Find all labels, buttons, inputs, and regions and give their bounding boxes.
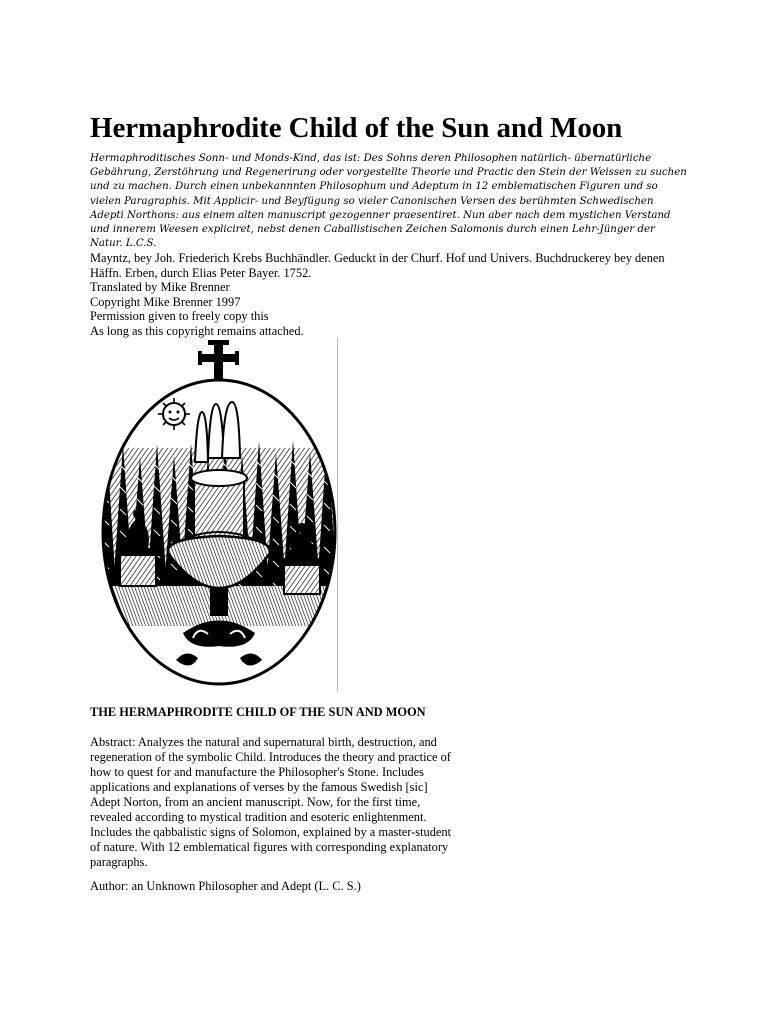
translator-line: Translated by Mike Brenner <box>90 280 230 295</box>
abstract-paragraph: Abstract: Analyzes the natural and supernatural birth, destruction, and regeneration of the symbolic Child. Introduces the theory and practice of how to quest for and manufacture the Philosopher's Stone. Includes applications and explanations of verses by the famous Swedish [sic] Adept Norton, from an ancient manuscript. Now, for the first time, revealed according to mystical tradition and esoteric enlightenment. Includes the qabbalistic signs of Solomon, explained by a master-student of nature. With 12 emblematical figures with corresponding explanatory paragraphs. <box>90 735 452 869</box>
image-border-line <box>337 338 338 692</box>
publication-info <box>90 251 690 339</box>
alchemical-engraving-icon <box>98 338 340 693</box>
author-line: Author: an Unknown Philosopher and Adept (L. C. S.) <box>90 879 361 893</box>
copyright-line: Copyright Mike Brenner 1997 <box>90 294 241 309</box>
attached-line: As long as this copyright remains attached. <box>90 323 304 338</box>
permission-line: Permission given to freely copy this <box>90 309 269 324</box>
publication-imprint: Mayntz, bey Joh. Friederich Krebs Buchhändler. Geduckt in der Churf. Hof und Univers. Buchdruckerey bey denen Häffn. Erben, durch Elias Peter Bayer. 1752. <box>90 251 665 280</box>
page-title: Hermaphrodite Child of the Sun and Moon <box>90 112 623 144</box>
section-title: THE HERMAPHRODITE CHILD OF THE SUN AND MOON <box>90 705 426 719</box>
german-subtitle: Hermaphroditisches Sonn- und Monds-Kind, das ist: Des Sohns deren Philosophen natürlich- übernatürliche Gebährung, Zerstöhrung und Regenerirung oder vorgestellte Theorie und Practic den Stein der Weissen zu suchen und zu machen. Durch einen unbekannnten Philosophum und Adeptum in 12 emblematischen Figuren und so vielen Paragraphis. Mit Applicir- und Beyfügung so vieler Canonischen Versen des berühmten Schwedischen Adepti Northons: aus einem alten manuscript gezogenner praesentiret. Nun aber nach dem mystichen Verstand und innerem Weesen expliciret, nebst denen Caballistischen Zeichen Salomonis durch einen Lehr-Jünger der Natur. L.C.S. <box>90 153 687 250</box>
